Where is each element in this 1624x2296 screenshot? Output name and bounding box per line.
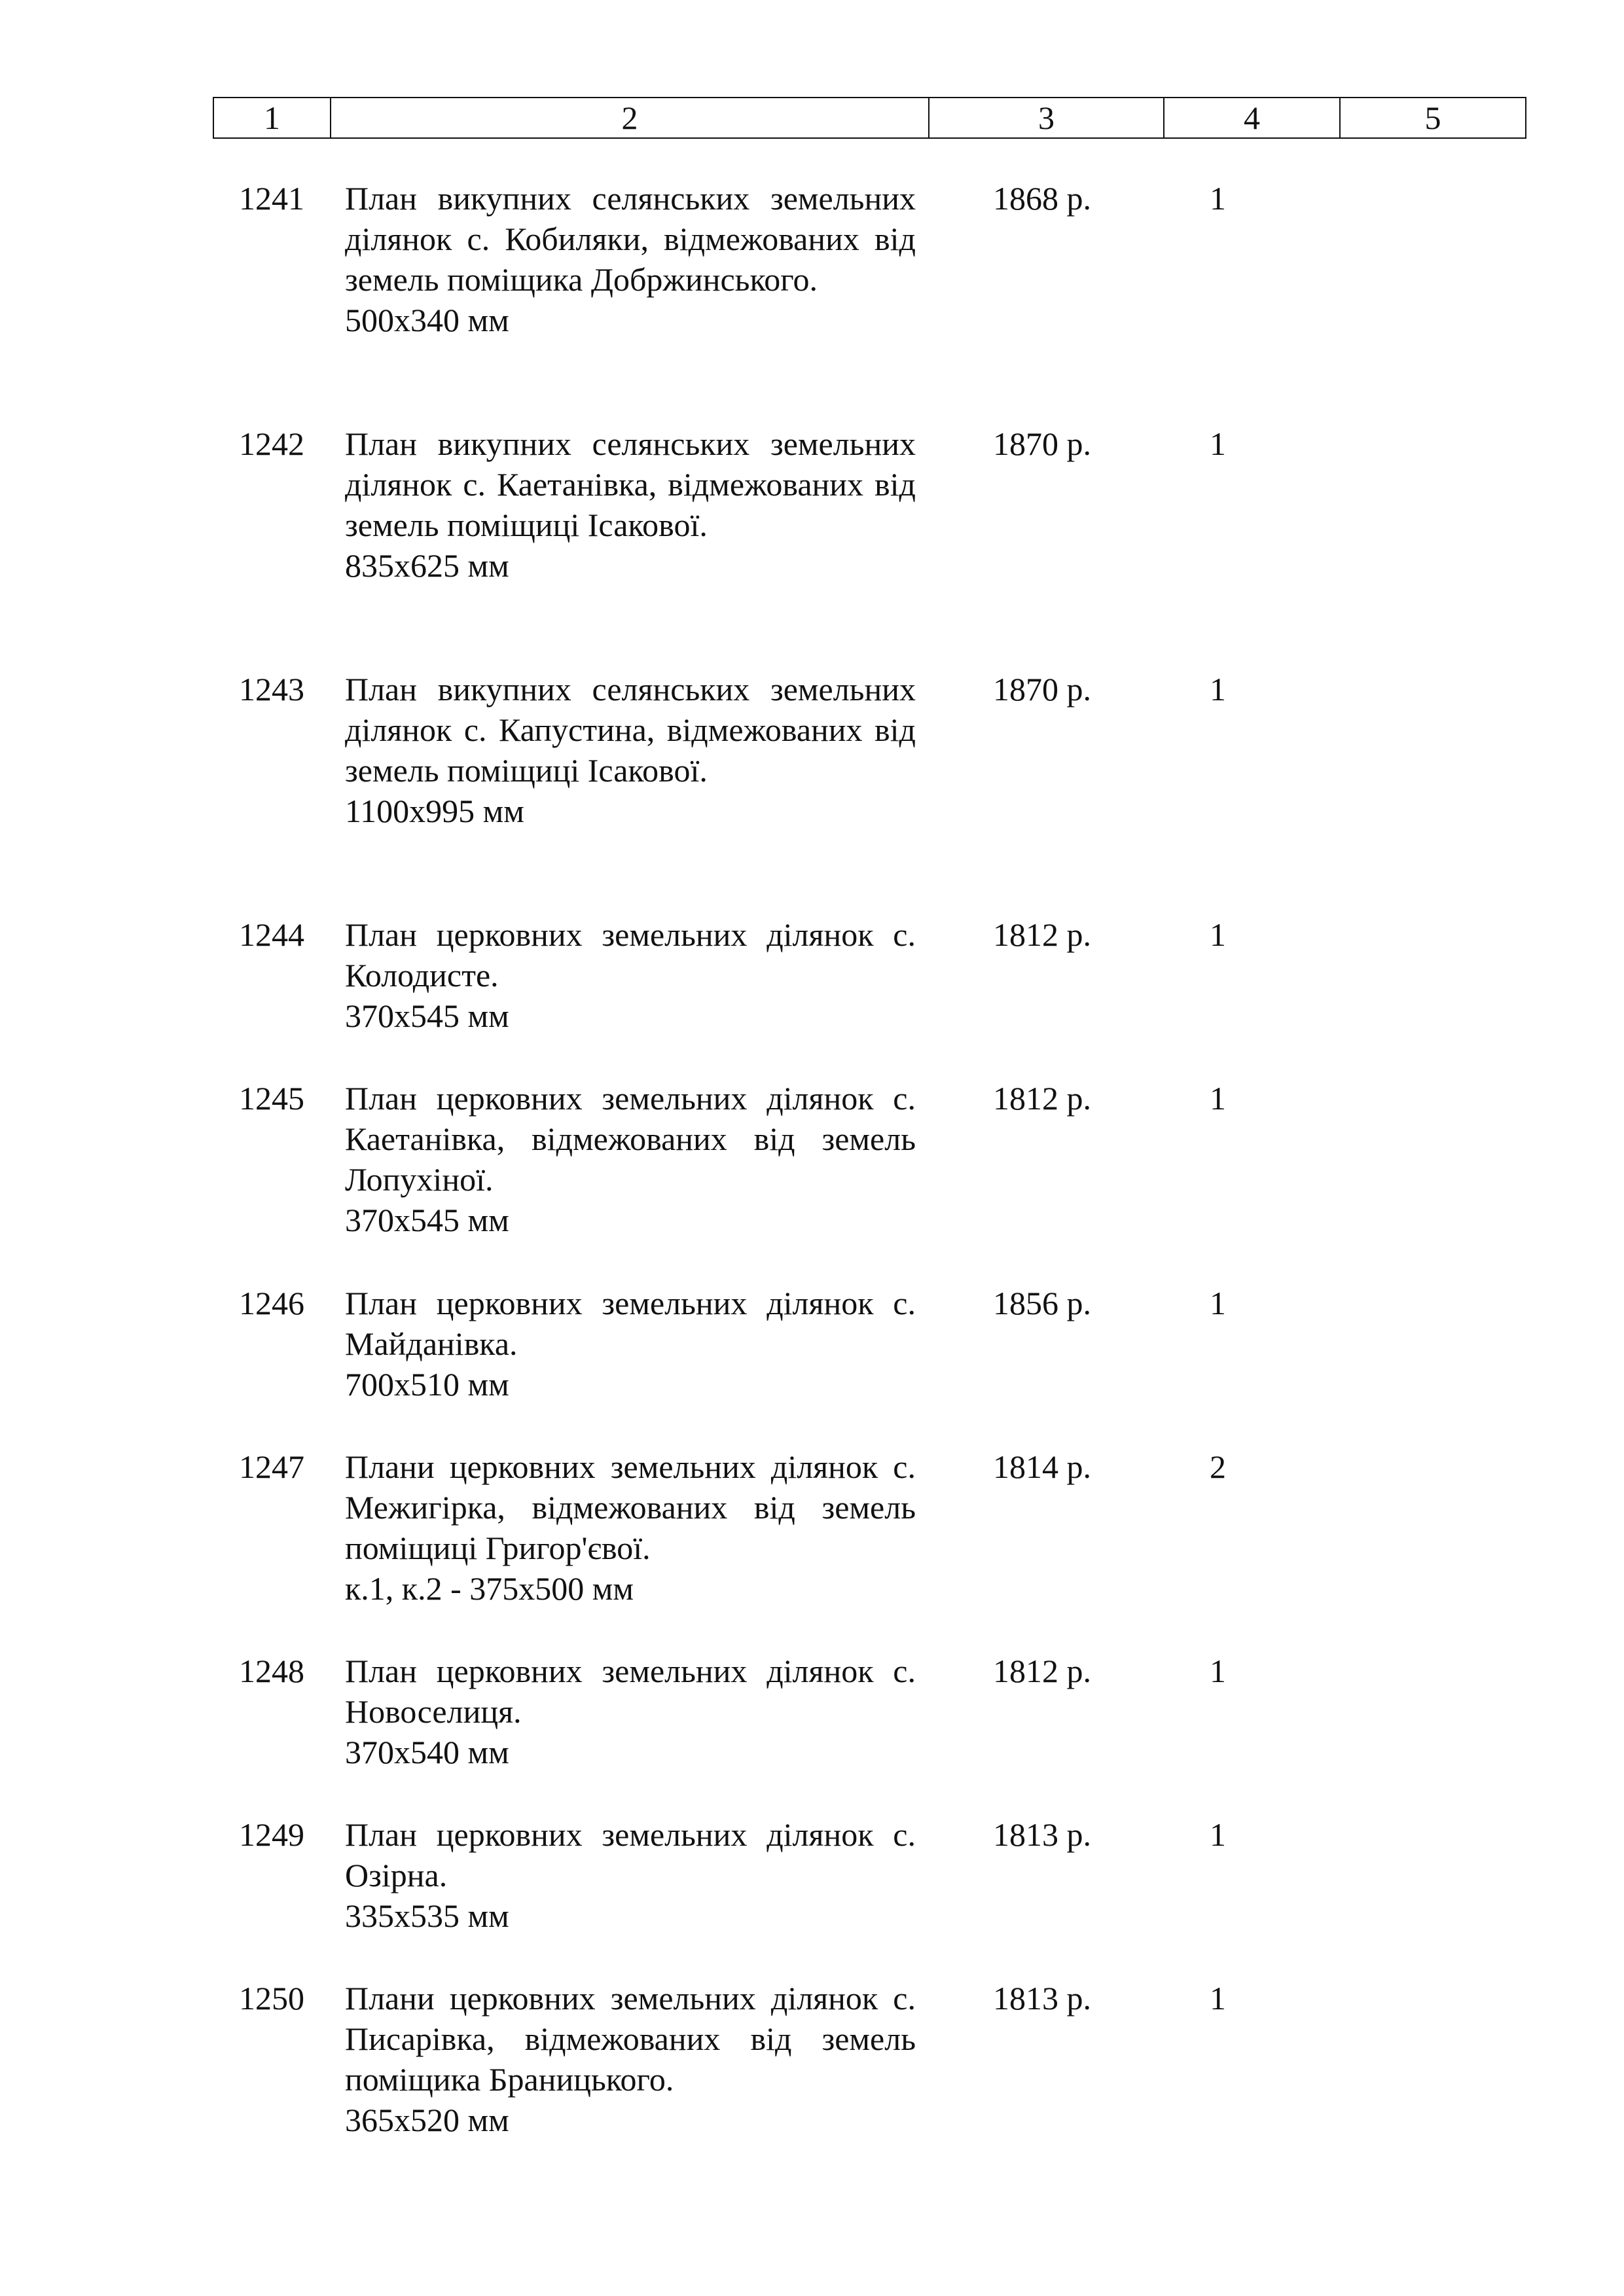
entry-description-text: Плани церковних земельних ділянок с. Межигірка, відмежованих від земель поміщиці Григор'євої.: [345, 1448, 916, 1566]
entry-description-text: План викупних селянських земельних ділянок с. Каетанівка, відмежованих від земель поміщиці Ісакової.: [345, 425, 916, 543]
entry-dimensions: к.1, к.2 - 375х500 мм: [345, 1570, 634, 1607]
entry-date: 1812 р.: [993, 1080, 1091, 1117]
entry-description: [345, 178, 916, 340]
entry-number: 1243: [239, 671, 304, 708]
entry-dimensions: 370х540 мм: [345, 1734, 509, 1770]
entry-count: 1: [1210, 671, 1226, 708]
column-header-row: [213, 97, 1526, 139]
entry-count: 1: [1210, 425, 1226, 462]
entry-count: 1: [1210, 1653, 1226, 1689]
entry-description: [345, 1651, 916, 1772]
entry-description-text: План церковних земельних ділянок с. Озірна.: [345, 1816, 916, 1893]
entry-date: 1812 р.: [993, 1653, 1091, 1689]
entry-dimensions: 370х545 мм: [345, 1202, 509, 1238]
entry-dimensions: 365х520 мм: [345, 2102, 509, 2138]
entry-count: 1: [1210, 916, 1226, 953]
column-header-2: 2: [331, 98, 929, 138]
entry-count: 1: [1210, 1816, 1226, 1853]
entry-date: 1813 р.: [993, 1816, 1091, 1853]
entry-dimensions: 700х510 мм: [345, 1366, 509, 1403]
entry-count: 1: [1210, 1080, 1226, 1117]
entry-description: [345, 1283, 916, 1405]
entry-dimensions: 1100х995 мм: [345, 793, 524, 829]
entry-description-text: План церковних земельних ділянок с. Каетанівка, відмежованих від земель Лопухіної.: [345, 1080, 916, 1198]
entry-count: 1: [1210, 1980, 1226, 2017]
entry-description-text: План викупних селянських земельних ділянок с. Капустина, відмежованих від земель поміщиці Ісакової.: [345, 671, 916, 789]
entry-dimensions: 335х535 мм: [345, 1897, 509, 1934]
entry-dimensions: 835х625 мм: [345, 547, 509, 584]
entry-date: 1870 р.: [993, 425, 1091, 462]
entry-description-text: План церковних земельних ділянок с. Новоселиця.: [345, 1653, 916, 1730]
entry-description: [345, 1078, 916, 1240]
entry-number: 1242: [239, 425, 304, 462]
entry-date: 1868 р.: [993, 180, 1091, 217]
entry-description-text: Плани церковних земельних ділянок с. Писарівка, відмежованих від земель поміщика Браницького.: [345, 1980, 916, 2098]
entry-description-text: План церковних земельних ділянок с. Майданівка.: [345, 1285, 916, 1362]
entry-description: [345, 1446, 916, 1609]
entry-number: 1250: [239, 1980, 304, 2017]
column-header-5: 5: [1340, 98, 1526, 138]
entry-date: 1813 р.: [993, 1980, 1091, 2017]
entry-description-text: План церковних земельних ділянок с. Колодисте.: [345, 916, 916, 994]
entry-date: 1812 р.: [993, 916, 1091, 953]
entry-description: [345, 669, 916, 831]
column-header-1: 1: [213, 98, 331, 138]
entry-description: [345, 1814, 916, 1936]
entry-date: 1856 р.: [993, 1285, 1091, 1321]
entry-count: 2: [1210, 1448, 1226, 1485]
entry-description: [345, 914, 916, 1036]
entry-number: 1248: [239, 1653, 304, 1689]
entry-dimensions: 500х340 мм: [345, 302, 509, 338]
entry-date: 1814 р.: [993, 1448, 1091, 1485]
entry-number: 1247: [239, 1448, 304, 1485]
entry-number: 1241: [239, 180, 304, 217]
entry-number: 1246: [239, 1285, 304, 1321]
entry-description: [345, 423, 916, 586]
entry-description-text: План викупних селянських земельних ділянок с. Кобиляки, відмежованих від земель поміщика Добржинського.: [345, 180, 916, 298]
entry-number: 1245: [239, 1080, 304, 1117]
column-header-4: 4: [1164, 98, 1340, 138]
entry-dimensions: 370х545 мм: [345, 997, 509, 1034]
entry-number: 1244: [239, 916, 304, 953]
entry-date: 1870 р.: [993, 671, 1091, 708]
entry-description: [345, 1978, 916, 2140]
entry-number: 1249: [239, 1816, 304, 1853]
entry-count: 1: [1210, 180, 1226, 217]
entry-count: 1: [1210, 1285, 1226, 1321]
column-header-3: 3: [929, 98, 1164, 138]
